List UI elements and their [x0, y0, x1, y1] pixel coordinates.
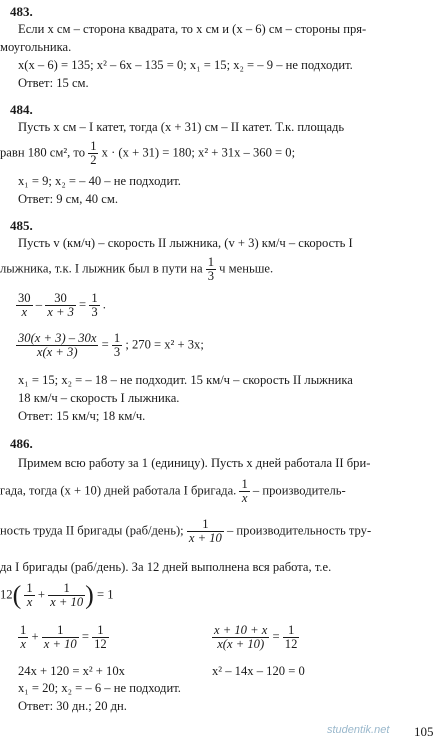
plus-sign: +	[31, 629, 39, 644]
equals-sign: =	[81, 629, 89, 644]
problem-485-answer: Ответ: 15 км/ч; 18 км/ч.	[18, 409, 146, 423]
equals-sign: =	[101, 337, 109, 352]
coefficient: 12	[0, 587, 13, 602]
fraction	[112, 332, 122, 359]
fraction-denominator: x	[26, 595, 33, 609]
fraction-numerator: 1	[91, 291, 98, 305]
problem-485-equation-1	[16, 292, 106, 319]
fraction	[283, 624, 300, 651]
problem-486-equation-left-2: 24x + 120 = x² + 10x	[18, 664, 125, 678]
problem-483-answer: Ответ: 15 см.	[18, 76, 89, 90]
problem-486-text-2a: гада, тогда (x + 10) дней работала I бригада.	[0, 483, 237, 498]
problem-485-equation-2	[16, 332, 204, 359]
fraction-denominator: x + 10	[188, 531, 222, 545]
problem-483-number: 483.	[10, 4, 33, 19]
fraction	[42, 624, 79, 651]
fraction-numerator: 1	[20, 623, 27, 637]
period: .	[102, 297, 106, 312]
fraction-denominator: x + 10	[50, 595, 84, 609]
problem-484-answer: Ответ: 9 см, 40 см.	[18, 192, 118, 206]
problem-485-text-1: Пусть v (км/ч) – скорость II лыжника, (v + 3) км/ч – скорость I	[18, 236, 353, 250]
equation-rhs: = 1	[96, 587, 114, 602]
problem-486-text-1: Примем всю работу за 1 (единицу). Пусть x дней работала II бри-	[18, 456, 371, 470]
problem-486-number: 486.	[10, 436, 33, 451]
problem-484-number: 484.	[10, 102, 33, 117]
fraction-numerator: 1	[241, 477, 248, 491]
fraction-denominator: x	[20, 637, 26, 651]
problem-484-text-1: Пусть x см – I катет, тогда (x + 31) см – II катет. Т.к. площадь	[18, 120, 345, 134]
fraction-denominator: x	[21, 305, 28, 319]
fraction	[16, 292, 33, 319]
fraction-denominator: x(x + 3)	[36, 345, 78, 359]
equals-sign: =	[272, 629, 280, 644]
page-number: 105	[414, 724, 434, 739]
problem-483-text-1: Если x см – сторона квадрата, то x см и (x – 6) см – стороны пря-	[18, 22, 367, 36]
problem-486-text-2	[0, 478, 346, 505]
fraction-one-half	[88, 140, 98, 167]
problem-485-text-2b: ч меньше.	[219, 261, 274, 276]
minus-sign: –	[35, 297, 43, 312]
watermark: studentik.net	[327, 724, 390, 736]
problem-486-answer: Ответ: 30 дн.; 20 дн.	[18, 699, 127, 713]
problem-486-equation-right-2: x² – 14x – 120 = 0	[212, 664, 305, 678]
fraction-denominator: x + 10	[43, 637, 77, 651]
problem-485-text-2a: лыжника, т.к. I лыжник был в пути на	[0, 261, 203, 276]
fraction-denominator: x(x + 10)	[217, 637, 265, 651]
fraction-numerator: 1	[26, 581, 33, 595]
equals-sign: =	[79, 297, 87, 312]
fraction-numerator: 1	[42, 624, 79, 638]
problem-484-roots: x₁ = 9; x₂ = – 40 – не подходит.	[18, 174, 181, 188]
fraction	[187, 518, 224, 545]
plus-sign: +	[37, 587, 45, 602]
fraction-one-third	[206, 256, 216, 283]
problem-485-number: 485.	[10, 218, 33, 233]
fraction	[89, 292, 99, 319]
problem-485-text-5: x₁ = 15; x₂ = – 18 – не подходит. 15 км/ч – скорость II лыжника	[18, 373, 353, 387]
close-paren: )	[85, 580, 94, 610]
problem-486-text-3b: – производительность тру-	[226, 523, 372, 538]
problem-486-text-2b: – производитель-	[252, 483, 346, 498]
fraction-numerator: 1	[92, 624, 109, 638]
problem-486-roots: x₁ = 20; x₂ = – 6 – не подходит.	[18, 681, 181, 695]
fraction-numerator: 30	[18, 291, 31, 305]
fraction-numerator: 1	[187, 518, 224, 532]
fraction-denominator: 3	[91, 305, 98, 319]
fraction-denominator: 2	[90, 153, 97, 167]
problem-483-equation: x(x – 6) = 135; x² – 6x – 135 = 0; x₁ = 15; x₂ = – 9 – не подходит.	[18, 58, 353, 72]
problem-484-text-2	[0, 140, 295, 167]
fraction	[18, 624, 28, 651]
fraction-numerator: 30(x + 3) – 30x	[18, 331, 97, 345]
fraction-numerator: 1	[283, 624, 300, 638]
problem-483-text-2: моугольника.	[0, 40, 72, 54]
fraction	[16, 332, 98, 359]
fraction-denominator: 3	[207, 269, 215, 283]
fraction	[45, 292, 76, 319]
fraction	[24, 582, 34, 609]
fraction	[48, 582, 85, 609]
problem-486-text-3a: ность труда II бригады (раб/день);	[0, 523, 184, 538]
problem-484-text-2a: равн 180 см², то	[0, 145, 86, 160]
fraction-numerator: 1	[90, 139, 97, 153]
fraction-denominator: x	[241, 491, 248, 505]
problem-485-text-2	[0, 256, 273, 283]
problem-486-text-3	[0, 518, 371, 545]
fraction	[212, 624, 269, 651]
problem-484-text-2b: x · (x + 31) = 180; x² + 31x – 360 = 0;	[101, 145, 296, 160]
fraction	[239, 478, 249, 505]
fraction	[92, 624, 109, 651]
fraction-denominator: 12	[284, 637, 298, 651]
problem-486-equation-right	[212, 624, 299, 651]
fraction-numerator: x + 10 + x	[214, 623, 268, 637]
fraction-denominator: x + 3	[47, 305, 74, 319]
equation-continuation: ; 270 = x² + 3x;	[125, 337, 204, 352]
fraction-numerator: 30	[45, 292, 76, 306]
fraction-denominator: 12	[94, 637, 107, 651]
fraction-numerator: 1	[48, 582, 85, 596]
fraction-numerator: 1	[207, 255, 215, 269]
open-paren: (	[12, 580, 22, 610]
problem-485-text-6: 18 км/ч – скорость I лыжника.	[18, 391, 180, 405]
problem-486-equation-1	[0, 582, 114, 609]
problem-486-text-4: да I бригады (раб/день). За 12 дней выполнена вся работа, т.е.	[0, 560, 332, 574]
problem-486-equation-left	[18, 624, 109, 651]
fraction-denominator: 3	[113, 345, 121, 359]
fraction-numerator: 1	[113, 331, 121, 345]
